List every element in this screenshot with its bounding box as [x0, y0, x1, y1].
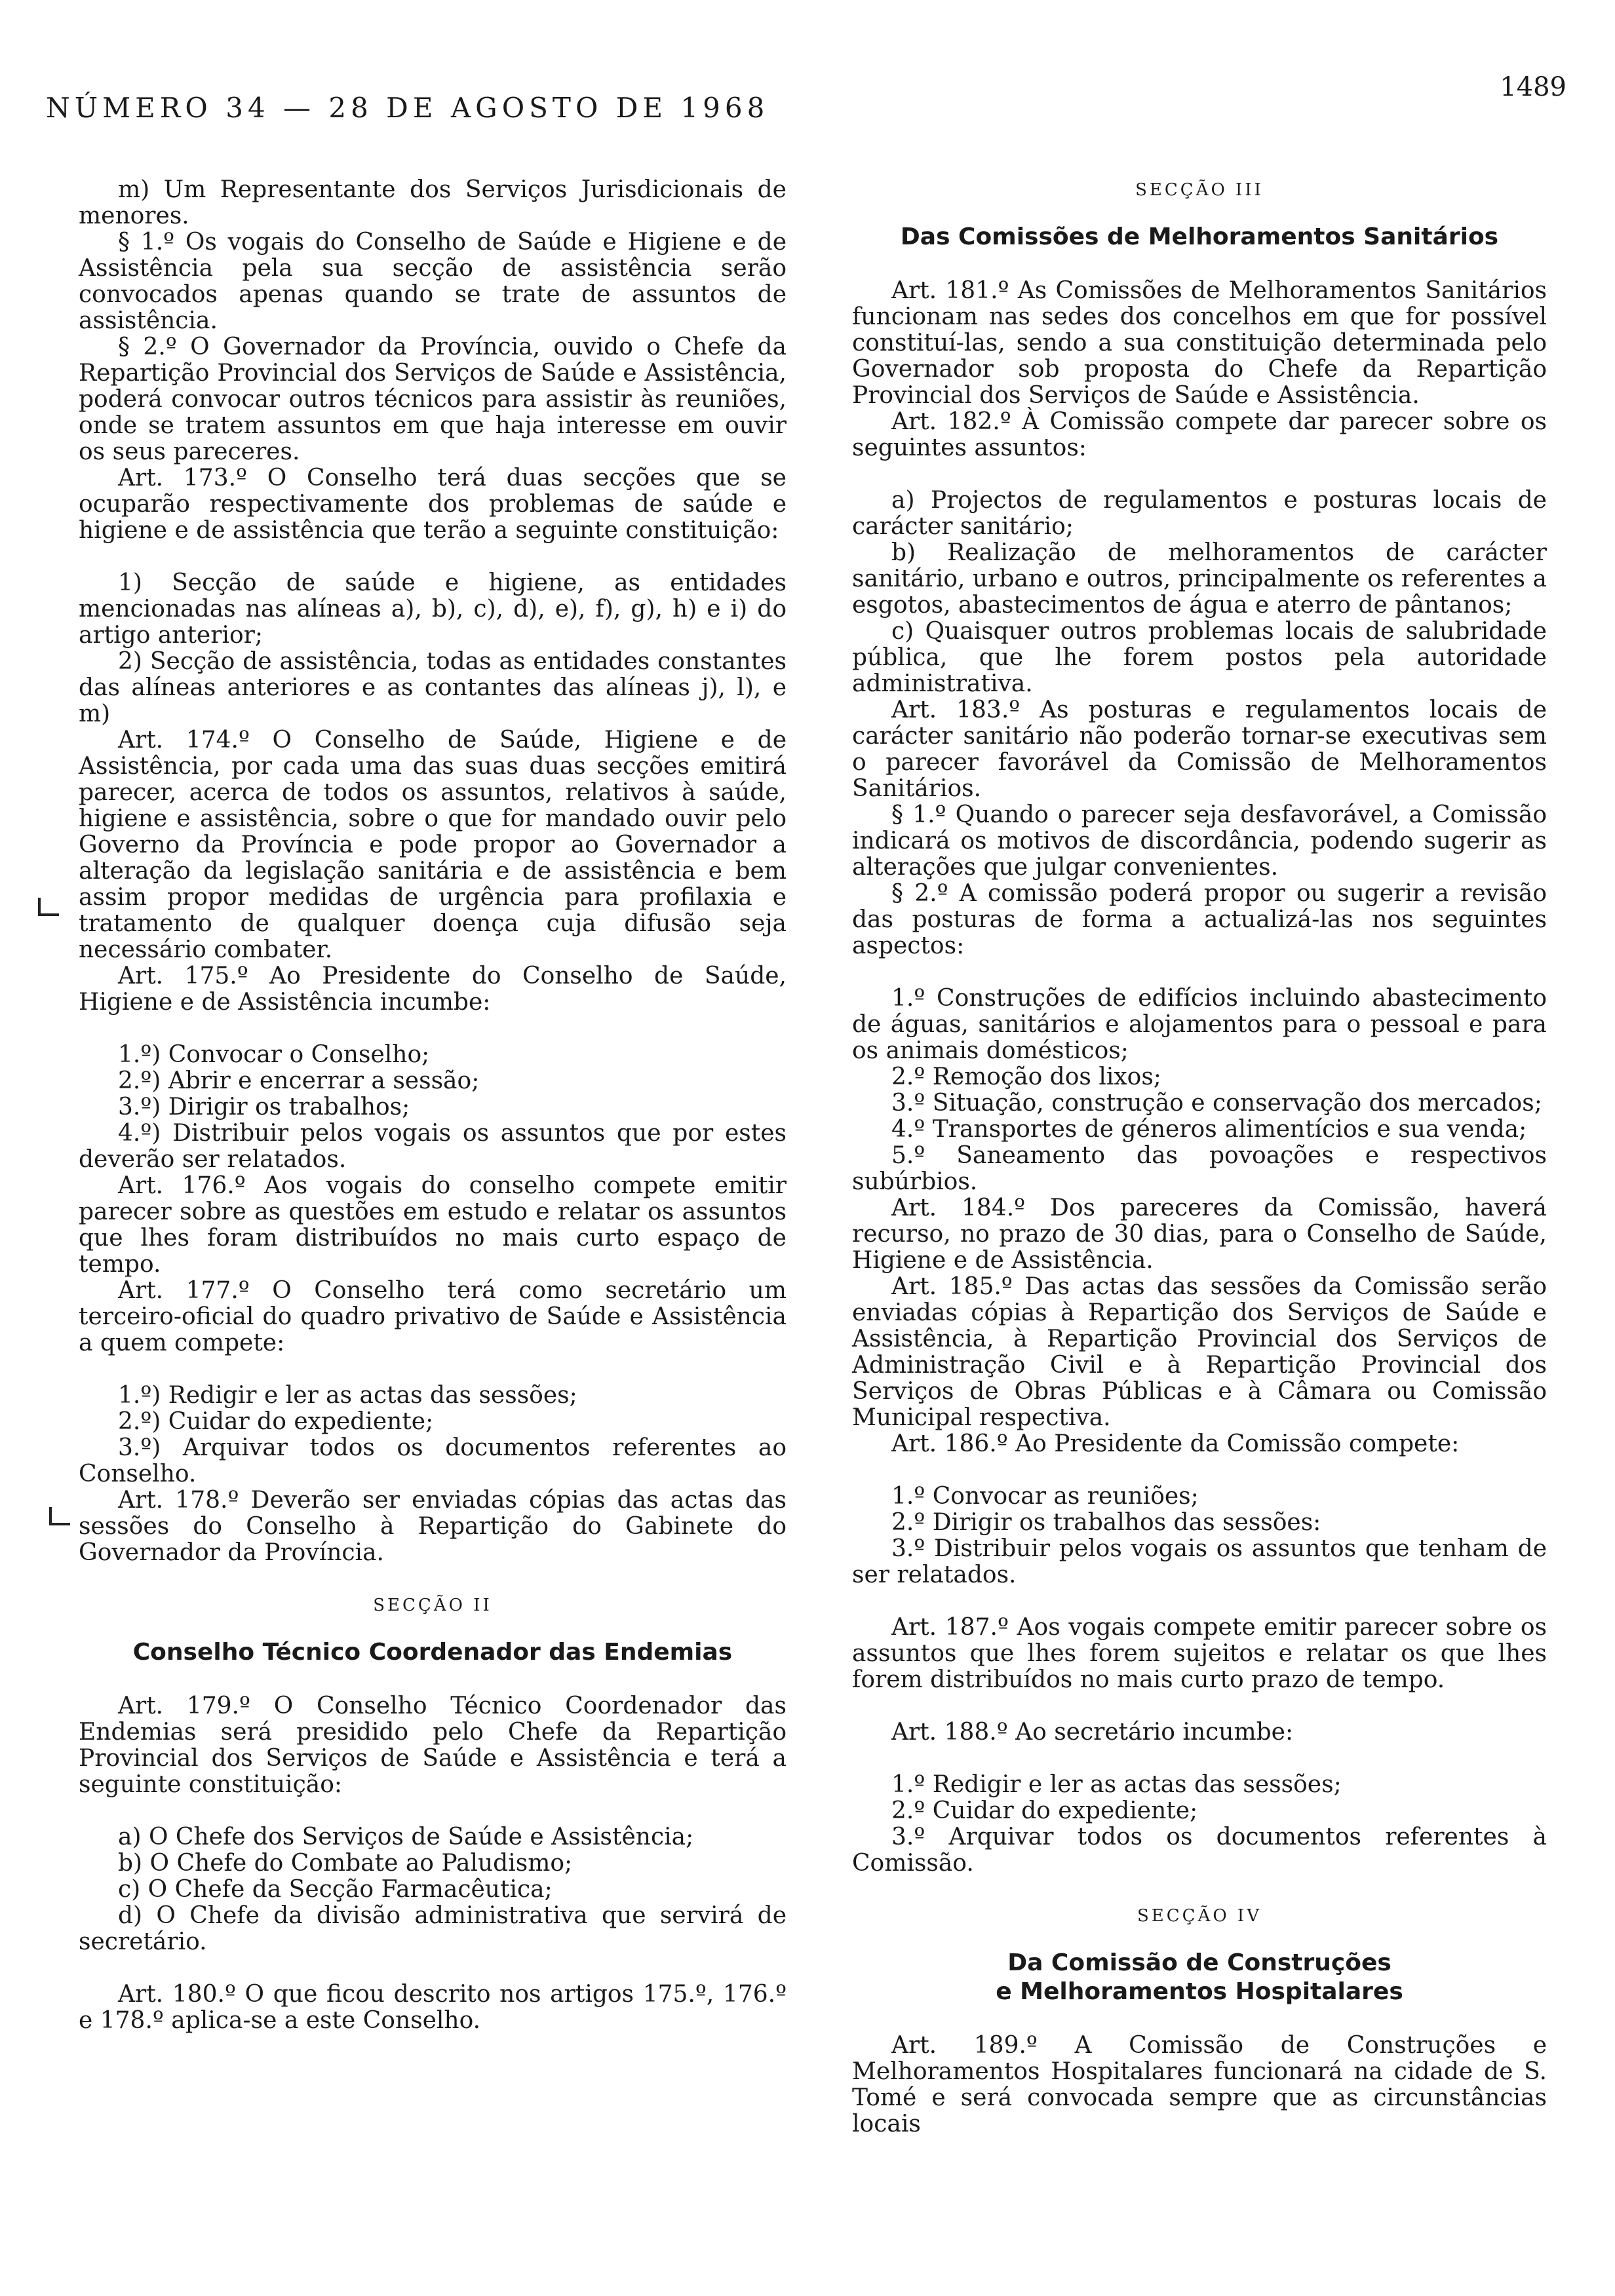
page-header — [46, 72, 1566, 138]
list-item: 2.º Dirigir os trabalhos das sessões: — [891, 1509, 1321, 1536]
list-item: b) O Chefe do Combate ao Paludismo; — [118, 1850, 573, 1877]
article-181: Art. 181.º As Comissões de Melhoramentos Sanitários funcionam nas sedes dos concelhos em que for possível constituí-las, sendo a sua constituição determinada pelo Governador sob proposta do Chefe da Repartição Provincial dos Serviços de Saúde e Assistência. — [852, 277, 1547, 409]
paragraph: m) Um Representante dos Serviços Jurisdicionais de menores. — [79, 176, 787, 229]
article-179: Art. 179.º O Conselho Técnico Coordenador das Endemias será presidido pelo Chefe da Repartição Provincial dos Serviços de Saúde e Assistência e terá a seguinte constituição: — [79, 1693, 787, 1798]
article-185: Art. 185.º Das actas das sessões da Comissão serão enviadas cópias à Repartição dos Serviços de Saúde e Assistência, à Repartição Provincial dos Serviços de Administração Civil e à Repartição Provincial dos Serviços de Obras Públicas e à Câmara ou Comissão Municipal respectiva. — [852, 1273, 1547, 1431]
list-item: c) Quaisquer outros problemas locais de salubridade pública, que lhe forem postos pela autoridade administrativa. — [852, 618, 1547, 697]
margin-mark — [49, 1507, 70, 1525]
list-item: d) O Chefe da divisão administrativa que servirá de secretário. — [79, 1902, 787, 1955]
list-item: a) Projectos de regulamentos e posturas locais de carácter sanitário; — [852, 487, 1547, 540]
article-178: Art. 178.º Deverão ser enviadas cópias das actas das sessões do Conselho à Repartição do Gabinete do Governador da Província. — [79, 1487, 787, 1566]
article-187: Art. 187.º Aos vogais compete emitir parecer sobre os assuntos que lhes forem sujeitos e relatar os que lhes forem distribuídos no mais curto prazo de tempo. — [852, 1614, 1547, 1693]
section-title: Conselho Técnico Coordenador das Endemias — [132, 1639, 733, 1666]
paragraph: § 2.º O Governador da Província, ouvido o Chefe da Repartição Provincial dos Serviços de Saúde e Assistência, poderá convocar outros técnicos para assistir às reuniões, onde se tratem assuntos em que haja interesse em ouvir os seus pareceres. — [79, 334, 787, 465]
article-184: Art. 184.º Dos pareceres da Comissão, haverá recurso, no prazo de 30 dias, para o Conselho de Saúde, Higiene e de Assistência. — [852, 1195, 1547, 1274]
section-label: SECÇÃO II — [373, 1596, 492, 1615]
section-title: Das Comissões de Melhoramentos Sanitários — [900, 223, 1499, 250]
list-item: 1.º) Redigir e ler as actas das sessões; — [118, 1382, 577, 1409]
article-174: Art. 174.º O Conselho de Saúde, Higiene e de Assistência, por cada uma das suas duas secções emitirá parecer, acerca de todos os assuntos, relativos à saúde, higiene e assistência, sobre o que for mandado ouvir pelo Governo da Província e pode propor ao Governador a alteração da legislação sanitária e de assistência e bem assim propor medidas de urgência para profilaxia e tratamento de qualquer doença cuja difusão seja necessário combater. — [79, 727, 787, 963]
list-item: 3.º) Arquivar todos os documentos referentes ao Conselho. — [79, 1434, 787, 1487]
list-item: 1.º Construções de edifícios incluindo abastecimento de águas, sanitários e alojamentos para o pessoal e para os animais domésticos; — [852, 985, 1547, 1064]
list-item: 1) Secção de saúde e higiene, as entidades mencionadas nas alíneas a), b), c), d), e), f), g), h) e i) do artigo anterior; — [79, 569, 787, 649]
article-175: Art. 175.º Ao Presidente do Conselho de Saúde, Higiene e de Assistência incumbe: — [79, 963, 787, 1016]
list-item: 5.º Saneamento das povoações e respectivos subúrbios. — [852, 1142, 1547, 1195]
list-item: 3.º) Dirigir os trabalhos; — [118, 1094, 410, 1120]
paragraph: § 2.º A comissão poderá propor ou sugerir a revisão das posturas de forma a actualizá-las nos seguintes aspectos: — [852, 880, 1547, 959]
list-item: 2.º) Cuidar do expediente; — [118, 1408, 434, 1435]
left-column — [79, 177, 787, 2034]
list-item: a) O Chefe dos Serviços de Saúde e Assistência; — [118, 1824, 694, 1850]
section-label: SECÇÃO IV — [1137, 1906, 1262, 1926]
margin-mark — [38, 898, 59, 916]
article-173: Art. 173.º O Conselho terá duas secções que se ocuparão respectivamente dos problemas de saúde e higiene e de assistência que terão a seguinte constituição: — [79, 465, 787, 544]
list-item: b) Realização de melhoramentos de carácter sanitário, urbano e outros, principalmente os referentes a esgotos, abastecimentos de água e aterro de pântanos; — [852, 539, 1547, 619]
list-item: 2) Secção de assistência, todas as entidades constantes das alíneas anteriores e as contantes das alíneas j), l), e m) — [79, 648, 787, 727]
issue-date-header: NÚMERO 34 — 28 DE AGOSTO DE 1968 — [46, 92, 769, 124]
article-182: Art. 182.º À Comissão compete dar parecer sobre os seguintes assuntos: — [852, 408, 1547, 461]
list-item: 3.º Arquivar todos os documentos referentes à Comissão. — [852, 1824, 1547, 1877]
list-item: 2.º Cuidar do expediente; — [891, 1797, 1198, 1824]
page-number: 1489 — [1500, 72, 1566, 102]
article-183: Art. 183.º As posturas e regulamentos locais de carácter sanitário não poderão tornar-se executivas sem o parecer favorável da Comissão de Melhoramentos Sanitários. — [852, 697, 1547, 802]
list-item: 3.º Situação, construção e conservação dos mercados; — [891, 1090, 1542, 1117]
list-item: 3.º Distribuir pelos vogais os assuntos que tenham de ser relatados. — [852, 1535, 1547, 1588]
article-188: Art. 188.º Ao secretário incumbe: — [891, 1719, 1294, 1746]
list-item: 4.º) Distribuir pelos vogais os assuntos que por estes deverão ser relatados. — [79, 1120, 787, 1173]
section-label: SECÇÃO III — [1135, 180, 1264, 200]
list-item: c) O Chefe da Secção Farmacêutica; — [118, 1876, 553, 1903]
list-item: 1.º) Convocar o Conselho; — [118, 1041, 430, 1068]
paragraph: § 1.º Quando o parecer seja desfavorável, a Comissão indicará os motivos de discordância, podendo sugerir as alterações que julgar convenientes. — [852, 801, 1547, 881]
list-item: 1.º Convocar as reuniões; — [891, 1483, 1199, 1510]
paragraph: § 1.º Os vogais do Conselho de Saúde e Higiene e de Assistência pela sua secção de assistência serão convocados apenas quando se trate de assuntos de assistência. — [79, 229, 787, 334]
article-176: Art. 176.º Aos vogais do conselho compete emitir parecer sobre as questões em estudo e relatar os assuntos que lhes foram distribuídos no mais curto espaço de tempo. — [79, 1172, 787, 1278]
section-title: Da Comissão de Construções — [1007, 1949, 1391, 1976]
article-180: Art. 180.º O que ficou descrito nos artigos 175.º, 176.º e 178.º aplica-se a este Conselho. — [79, 1981, 787, 2034]
article-189: Art. 189.º A Comissão de Construções e Melhoramentos Hospitalares funcionará na cidade de S. Tomé e será convocada sempre que as circunstâncias locais — [852, 2032, 1547, 2137]
article-186: Art. 186.º Ao Presidente da Comissão compete: — [891, 1430, 1460, 1457]
list-item: 4.º Transportes de géneros alimentícios e sua venda; — [891, 1116, 1527, 1143]
right-column — [852, 177, 1547, 2137]
list-item: 1.º Redigir e ler as actas das sessões; — [891, 1771, 1342, 1798]
section-title: e Melhoramentos Hospitalares — [996, 1978, 1403, 2005]
list-item: 2.º Remoção dos lixos; — [891, 1063, 1161, 1090]
article-177: Art. 177.º O Conselho terá como secretário um terceiro-oficial do quadro privativo de Saúde e Assistência a quem compete: — [79, 1277, 787, 1356]
list-item: 2.º) Abrir e encerrar a sessão; — [118, 1067, 480, 1094]
